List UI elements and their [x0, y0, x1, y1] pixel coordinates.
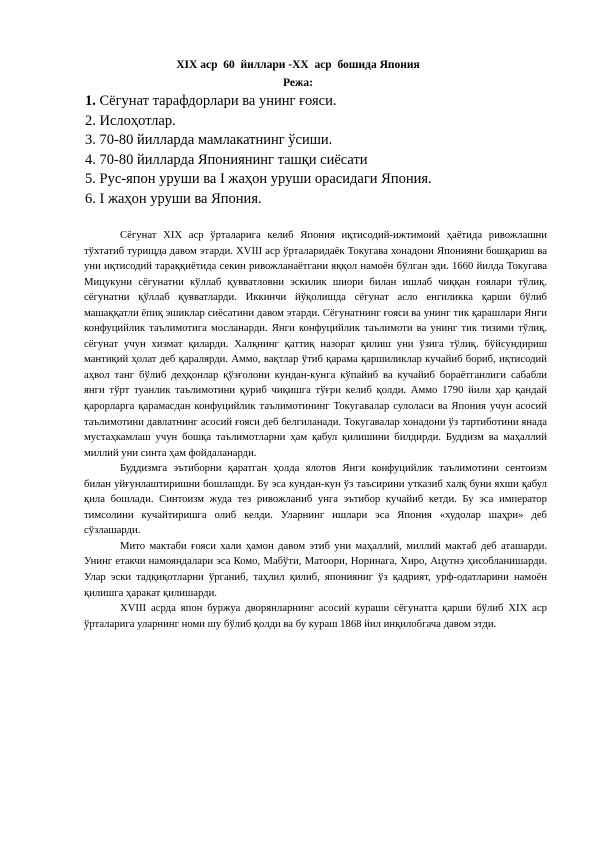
plan-item [85, 170, 432, 190]
plan-item-text: I жаҳон уруши ва Япония. [99, 190, 262, 207]
plan-item [85, 112, 432, 132]
plan-heading: Режа: [283, 77, 313, 89]
plan-item-text: Рус-япон уруши ва I жаҳон уруши орасидаги Япония. [99, 171, 432, 187]
plan-item-number: 3. [85, 132, 96, 148]
plan-list [85, 92, 432, 209]
plan-item-number: 2. [85, 112, 96, 129]
body-paragraph: Сёгунат XIX аср ўрталарига келиб Япония иқтисодий-ижтимоий ҳаётида ривожлашни тўхтатиб турищда давом этарди. XVIII аср ўрталаридаёк Токугава хонадони Японияни бошқариш ва уни иқтисодий тараққиётида секин ривожланаётгани яққол намоён бўлган эди. 1660 йилда Токугава Мицукуни сёгунатни кўллаб қувватловни эскилик шиори билан ишлаб чиққан ғоялари тўлиқ. сёгунатни қўллаб қувватларди. Иккинчи йўқолишда сёгунат асло енгиликка қарши бўлиб машаққатли ёпиқ эшиклар сиёсатини давом этарди. Сёгунатнинг ғояси ва унинг тик қарашлари Янги конфуцийлик таълимотига мосланарди. Янги конфуцийлик таълимоти ва унинг тик тизими тўлиқ. сёгунат учун хизмат қиларди. Халқнинг қаттиқ назорат қилиш уни ўзига тўлиқ. бўйсундириш мантиқий ҳолат деб қаралярди. Аммо, вақтлар ўтиб қарама қаршиликлар кучайиб бориб, иқтисодий аҳвол танг бўлиб деҳқонлар қўзғолони кундан-кунга кўпайиб ва кучайиб бораётганлиги сабабли янги тўрт туанлик таълимотини қуриб чиқишга тўғри келиб қолди. Аммо 1790 йили ҳар қандай қарорларга қарамасдан конфуцийлик таълимотининг Токугавалар сулоласи ва Япония учун асосий таълимотини давлатнинг асосий ғояси деб белгиланади. Токугавалар хонадони ўз тартиботини янада мустаҳкамлаш учун бошқа таълимотларни ҳам қабул қилишини билдирди. Буддизм ва маҳаллий миллий уни синта ҳам фойдаланарди. [84, 229, 547, 459]
plan-item-number: 5. [85, 171, 96, 187]
plan-item-text: Сёгунат тарафдорлари ва унинг ғояси. [99, 93, 337, 109]
plan-item-number: 6. [85, 190, 96, 207]
plan-item-number: 4. [85, 151, 96, 168]
plan-item [85, 190, 432, 210]
plan-item-text: 70-80 йилларда мамлакатнинг ўсиши. [99, 132, 333, 148]
plan-item-text: 70-80 йилларда Япониянинг ташқи сиёсати [99, 151, 368, 168]
plan-item [85, 151, 432, 171]
body-paragraph: XVIII асрда япон буржуа дворянларнинг асосий кураши сёгунатга қарши бўлиб XIX аср ўрталарига уларнинг номи шу бўлиб қолди ва бу кураш 1868 йил инқилобгача давом этди. [84, 602, 547, 630]
body-text [84, 228, 547, 632]
body-paragraph: Буддизмга эътиборни қаратган ҳолда ялотов Янги конфуцийлик таълимотини сентоизм билан уйғунлаштиришни бошлашди. Бу эса кундан-кун ўз таъсирини утказиб халқ буни яхши қабул қила бошлади. Синтоизм жуда тез ривожланиб унга эътибор кучайиб кетди. Бу эса император тимсолини кучайтиришга олиб келди. Уларнинг ишлари эса Япония «худолар шаҳри» деб сўзлашарди. [84, 462, 547, 537]
document-title: XIX аср 60 йиллари -XX аср бошида Япония [176, 59, 420, 71]
plan-item-text: Ислоҳотлар. [99, 112, 176, 129]
plan-item [85, 131, 432, 151]
body-paragraph: Мито мактаби ғояси хали ҳамон давом этиб уни маҳаллий, миллий мактаб деб аташарди. Унинг етакчи намояндалари эса Комо, Мабўти, Матоори, Норинага, Хиро, Ацутнэ ҳисобланишарди. Улар эски тадқиқотларни ўрганиб, таҳлил қилиб, японияниг ўз қадрият, урф-одатларини намоён қилишга ҳаракат қилишарди. [84, 539, 547, 599]
plan-item [85, 92, 432, 112]
plan-item-number: 1. [85, 93, 96, 109]
